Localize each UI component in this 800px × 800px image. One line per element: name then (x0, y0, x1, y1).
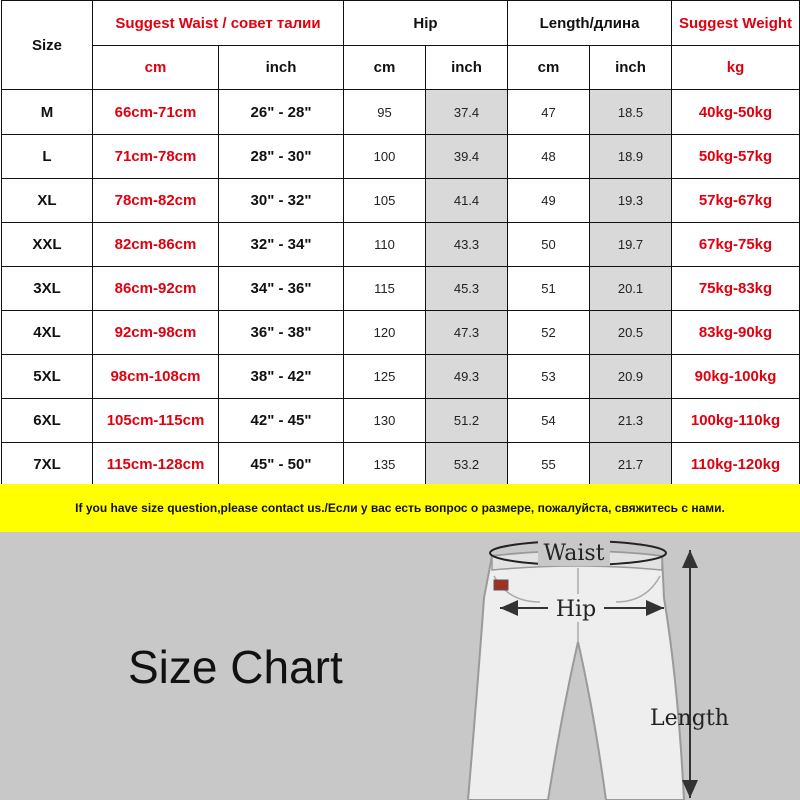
waist-cm-cell: 105cm-115cm (93, 399, 219, 443)
length-inch-cell: 18.9 (590, 135, 672, 179)
length-inch-cell: 19.3 (590, 179, 672, 223)
length-cm-cell: 52 (508, 311, 590, 355)
hip-inch-cell: 37.4 (426, 90, 508, 135)
hip-inch-cell: 43.3 (426, 223, 508, 267)
waist-inch-cell: 38" - 42" (219, 355, 344, 399)
waist-inch-cell: 30" - 32" (219, 179, 344, 223)
hip-inch-cell: 41.4 (426, 179, 508, 223)
length-cm-cell: 47 (508, 90, 590, 135)
weight-cell: 75kg-83kg (672, 267, 800, 311)
length-inch-unit: inch (590, 46, 672, 90)
length-cm-cell: 50 (508, 223, 590, 267)
hip-cm-unit: cm (344, 46, 426, 90)
table-row (2, 311, 800, 355)
table-row (2, 90, 800, 135)
hip-inch-cell: 49.3 (426, 355, 508, 399)
waist-inch-cell: 45" - 50" (219, 443, 344, 487)
length-inch-cell: 21.3 (590, 399, 672, 443)
hip-header: Hip (344, 1, 508, 46)
weight-header: Suggest Weight (672, 1, 800, 46)
length-header: Length/длина (508, 1, 672, 46)
length-cm-cell: 51 (508, 267, 590, 311)
length-label: Length (650, 706, 729, 731)
pants-tag (494, 580, 508, 590)
hip-cm-cell: 135 (344, 443, 426, 487)
weight-cell: 110kg-120kg (672, 443, 800, 487)
weight-cell: 40kg-50kg (672, 90, 800, 135)
table-row (2, 135, 800, 179)
waist-inch-cell: 42" - 45" (219, 399, 344, 443)
waist-cm-cell: 98cm-108cm (93, 355, 219, 399)
hip-inch-unit: inch (426, 46, 508, 90)
hip-inch-cell: 51.2 (426, 399, 508, 443)
waist-cm-cell: 82cm-86cm (93, 223, 219, 267)
waist-cm-unit: cm (93, 46, 219, 90)
table-row (2, 355, 800, 399)
table-row (2, 399, 800, 443)
table-row (2, 267, 800, 311)
hip-label: Hip (555, 597, 597, 622)
weight-cell: 67kg-75kg (672, 223, 800, 267)
size-cell: XL (2, 179, 93, 223)
hip-cm-cell: 105 (344, 179, 426, 223)
waist-cm-cell: 78cm-82cm (93, 179, 219, 223)
size-table (1, 0, 800, 487)
size-cell: 7XL (2, 443, 93, 487)
length-cm-cell: 54 (508, 399, 590, 443)
hip-cm-cell: 125 (344, 355, 426, 399)
waist-inch-cell: 36" - 38" (219, 311, 344, 355)
table-row (2, 179, 800, 223)
waist-cm-cell: 92cm-98cm (93, 311, 219, 355)
waist-cm-cell: 86cm-92cm (93, 267, 219, 311)
hip-inch-cell: 47.3 (426, 311, 508, 355)
size-cell: 6XL (2, 399, 93, 443)
length-inch-cell: 19.7 (590, 223, 672, 267)
hip-cm-cell: 110 (344, 223, 426, 267)
weight-cell: 57kg-67kg (672, 179, 800, 223)
length-inch-cell: 20.5 (590, 311, 672, 355)
size-chart-title: Size Chart (128, 641, 343, 693)
weight-cell: 50kg-57kg (672, 135, 800, 179)
size-cell: M (2, 90, 93, 135)
waist-inch-unit: inch (219, 46, 344, 90)
size-header: Size (2, 1, 93, 90)
size-chart-panel (0, 532, 800, 800)
size-cell: 3XL (2, 267, 93, 311)
weight-cell: 83kg-90kg (672, 311, 800, 355)
length-cm-cell: 53 (508, 355, 590, 399)
waist-inch-cell: 34" - 36" (219, 267, 344, 311)
pants-diagram (0, 532, 800, 800)
weight-cell: 100kg-110kg (672, 399, 800, 443)
waist-inch-cell: 28" - 30" (219, 135, 344, 179)
hip-cm-cell: 95 (344, 90, 426, 135)
length-cm-unit: cm (508, 46, 590, 90)
length-cm-cell: 49 (508, 179, 590, 223)
size-cell: XXL (2, 223, 93, 267)
length-inch-cell: 18.5 (590, 90, 672, 135)
hip-cm-cell: 100 (344, 135, 426, 179)
hip-inch-cell: 39.4 (426, 135, 508, 179)
weight-kg-unit: kg (672, 46, 800, 90)
hip-inch-cell: 53.2 (426, 443, 508, 487)
weight-cell: 90kg-100kg (672, 355, 800, 399)
length-inch-cell: 20.1 (590, 267, 672, 311)
size-cell: 5XL (2, 355, 93, 399)
size-cell: 4XL (2, 311, 93, 355)
length-inch-cell: 20.9 (590, 355, 672, 399)
length-inch-cell: 21.7 (590, 443, 672, 487)
hip-inch-cell: 45.3 (426, 267, 508, 311)
table-row (2, 223, 800, 267)
waist-cm-cell: 115cm-128cm (93, 443, 219, 487)
waist-label: Waist (543, 541, 605, 566)
waist-cm-cell: 66cm-71cm (93, 90, 219, 135)
hip-cm-cell: 120 (344, 311, 426, 355)
waist-inch-cell: 26" - 28" (219, 90, 344, 135)
contact-notice: If you have size question,please contact us./Если у вас есть вопрос о размере, пожалуйста, свяжитесь с нами. (0, 484, 800, 532)
hip-cm-cell: 130 (344, 399, 426, 443)
waist-inch-cell: 32" - 34" (219, 223, 344, 267)
length-cm-cell: 55 (508, 443, 590, 487)
hip-cm-cell: 115 (344, 267, 426, 311)
table-row (2, 443, 800, 487)
length-cm-cell: 48 (508, 135, 590, 179)
size-cell: L (2, 135, 93, 179)
waist-header: Suggest Waist / совет талии (93, 1, 344, 46)
waist-cm-cell: 71cm-78cm (93, 135, 219, 179)
